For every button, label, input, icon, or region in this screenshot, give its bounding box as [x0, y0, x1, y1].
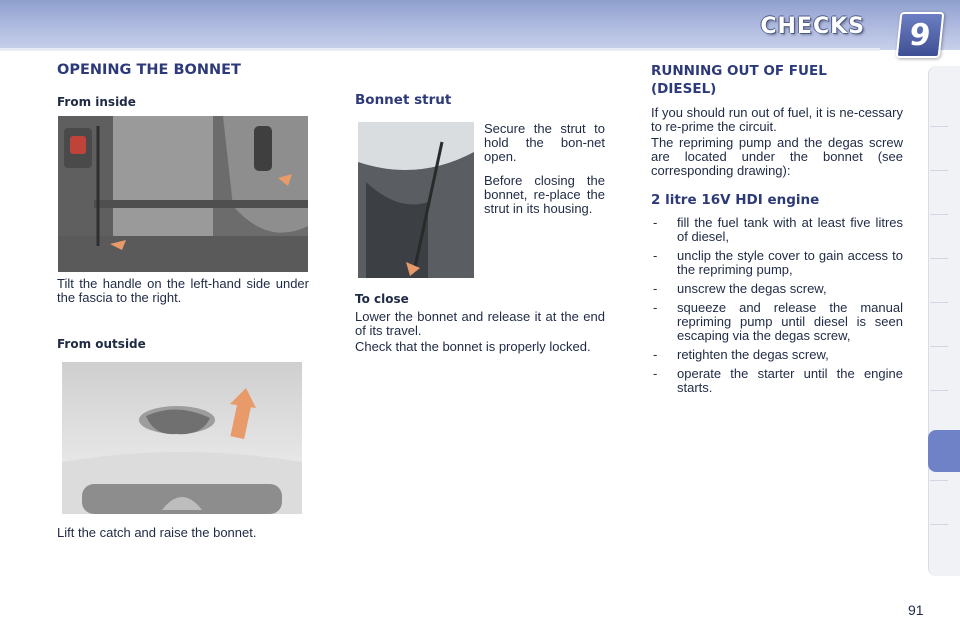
side-tab-divider [930, 170, 948, 171]
to-close-paragraph-1: Lower the bonnet and release it at the end of its travel. [355, 309, 605, 338]
fuel-heading-line1: RUNNING OUT OF FUEL [651, 63, 827, 79]
chapter-number-badge [896, 12, 945, 58]
list-item: - operate the starter until the engine starts. [651, 367, 903, 395]
side-tab-divider [930, 480, 948, 481]
header-rule [0, 48, 880, 51]
from-inside-caption: Tilt the handle on the left-hand side under the fascia to the right. [57, 276, 309, 305]
fuel-paragraph-1: If you should run out of fuel, it is ne-cessary to re-prime the circuit. [651, 105, 903, 134]
side-tab-divider [930, 524, 948, 525]
from-outside-subheading: From outside [57, 337, 146, 351]
side-tab-divider [930, 390, 948, 391]
side-tab-divider [930, 258, 948, 259]
chapter-title: CHECKS [760, 14, 865, 39]
from-inside-subheading: From inside [57, 95, 136, 109]
list-item: - retighten the degas screw, [651, 348, 903, 362]
engine-heading: 2 litre 16V HDI engine [651, 192, 820, 208]
list-item: - squeeze and release the manual repriming pump until diesel is seen escaping via the degas screw, [651, 301, 903, 343]
list-item: - fill the fuel tank with at least five litres of diesel, [651, 216, 903, 244]
side-tab-strip [928, 66, 960, 576]
chapter-number: 9 [907, 17, 933, 53]
side-tab-divider [930, 214, 948, 215]
side-tab-divider [930, 126, 948, 127]
repriming-steps [651, 216, 903, 400]
fuel-paragraph-2: The repriming pump and the degas screw are located under the bonnet (see corresponding drawing): [651, 135, 903, 178]
fuel-heading-line2: (DIESEL) [651, 81, 717, 97]
bonnet-catch-photo [62, 362, 302, 514]
interior-handle-photo [58, 116, 308, 272]
strut-paragraph-1: Secure the strut to hold the bon-net open. [484, 121, 605, 164]
strut-paragraph-2: Before closing the bonnet, re-place the strut in its housing. [484, 173, 605, 216]
list-item: - unclip the style cover to gain access to the repriming pump, [651, 249, 903, 277]
page-number: 91 [908, 602, 924, 618]
section-heading: OPENING THE BONNET [57, 62, 241, 78]
to-close-paragraph-2: Check that the bonnet is properly locked. [355, 339, 591, 354]
from-outside-caption: Lift the catch and raise the bonnet. [57, 525, 257, 540]
side-tab-active[interactable] [928, 430, 960, 472]
bonnet-strut-photo [358, 122, 474, 278]
to-close-subheading: To close [355, 292, 409, 306]
side-tab-divider [930, 302, 948, 303]
list-item: - unscrew the degas screw, [651, 282, 903, 296]
side-tab-divider [930, 346, 948, 347]
bonnet-strut-heading: Bonnet strut [355, 92, 452, 108]
